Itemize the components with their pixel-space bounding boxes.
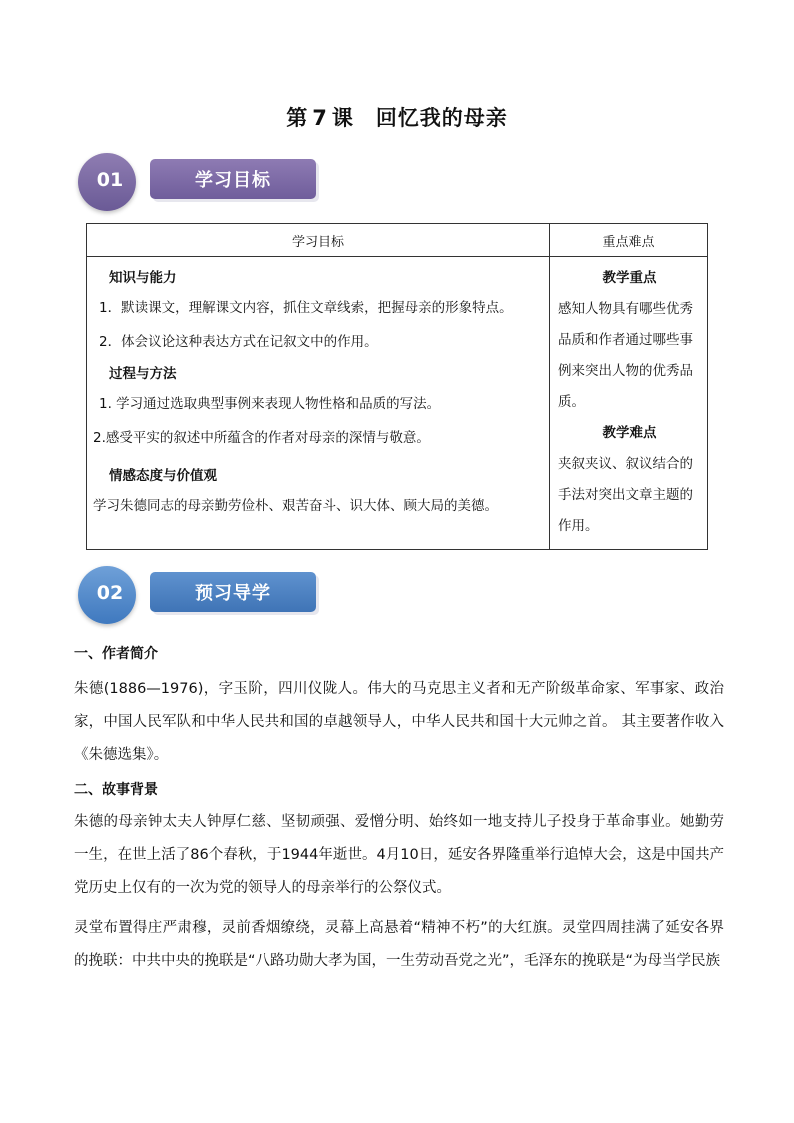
objective-item: 2.感受平实的叙述中所蕴含的作者对母亲的深情与敬意。 xyxy=(93,430,430,446)
heading-author: 一、作者简介 xyxy=(74,646,158,662)
section-label: 预习导学 xyxy=(150,572,316,612)
page-title xyxy=(0,102,794,132)
author-paragraph: 朱德(1886—1976)，字玉阶，四川仪陇人。伟大的马克思主义者和无产阶级革命家、军事家、政治家，中国人民军队和中华人民共和国的卓越领导人，中华人民共和国十大元帅之首。 其主要著作收入《朱德选集》。 xyxy=(74,681,724,763)
section-number: 02 xyxy=(96,582,124,604)
section-number: 01 xyxy=(96,169,124,191)
subheading-values: 情感态度与价值观 xyxy=(109,468,217,484)
difficulty-text: 夹叙夹议、叙议结合的手法对突出文章主题的作用。 xyxy=(558,456,693,534)
focus-cell xyxy=(550,257,708,550)
section-badge-preview xyxy=(78,566,338,628)
objectives-cell xyxy=(87,257,550,550)
title-name: 回忆我的母亲 xyxy=(375,106,508,130)
background-paragraph-2: 灵堂布置得庄严肃穆，灵前香烟缭绕，灵幕上高悬着“精神不朽”的大红旗。灵堂四周挂满了延安各界的挽联：中共中央的挽联是“八路功勋大孝为国，一生劳动吾党之光”，毛泽东的挽联是“为母当学民族 xyxy=(74,920,724,969)
objective-item: 1．默读课文，理解课文内容，抓住文章线索，把握母亲的形象特点。 xyxy=(99,300,513,316)
subheading-knowledge: 知识与能力 xyxy=(109,270,177,286)
objective-item: 2．体会议论这种表达方式在记叙文中的作用。 xyxy=(99,334,378,350)
key-point-text: 感知人物具有哪些优秀品质和作者通过哪些事例来突出人物的优秀品质。 xyxy=(558,301,693,410)
objectives-table xyxy=(86,223,708,550)
title-prefix: 第 xyxy=(286,106,309,130)
objective-item: 1. 学习通过选取典型事例来表现人物性格和品质的写法。 xyxy=(99,396,441,412)
title-lesson: 课 xyxy=(331,106,354,130)
background-paragraph-1: 朱德的母亲钟太夫人钟厚仁慈、坚韧顽强、爱憎分明、始终如一地支持儿子投身于革命事业。她勤劳一生，在世上活了86个春秋，于1944年逝世。4月10日，延安各界隆重举行追悼大会，这是中国共产党历史上仅有的一次为党的领导人的母亲举行的公祭仪式。 xyxy=(74,814,724,896)
subheading-process: 过程与方法 xyxy=(109,366,177,382)
heading-background: 二、故事背景 xyxy=(74,782,158,798)
table-header-focus: 重点难点 xyxy=(550,224,708,257)
subheading-key-point: 教学重点 xyxy=(602,270,657,286)
subheading-difficulty: 教学难点 xyxy=(602,425,657,441)
objective-item: 学习朱德同志的母亲勤劳俭朴、艰苦奋斗、识大体、顾大局的美德。 xyxy=(93,498,498,514)
section-label: 学习目标 xyxy=(150,159,316,199)
title-number: 7 xyxy=(312,106,328,130)
section-badge-objectives xyxy=(78,153,338,215)
table-header-objectives: 学习目标 xyxy=(87,224,550,257)
